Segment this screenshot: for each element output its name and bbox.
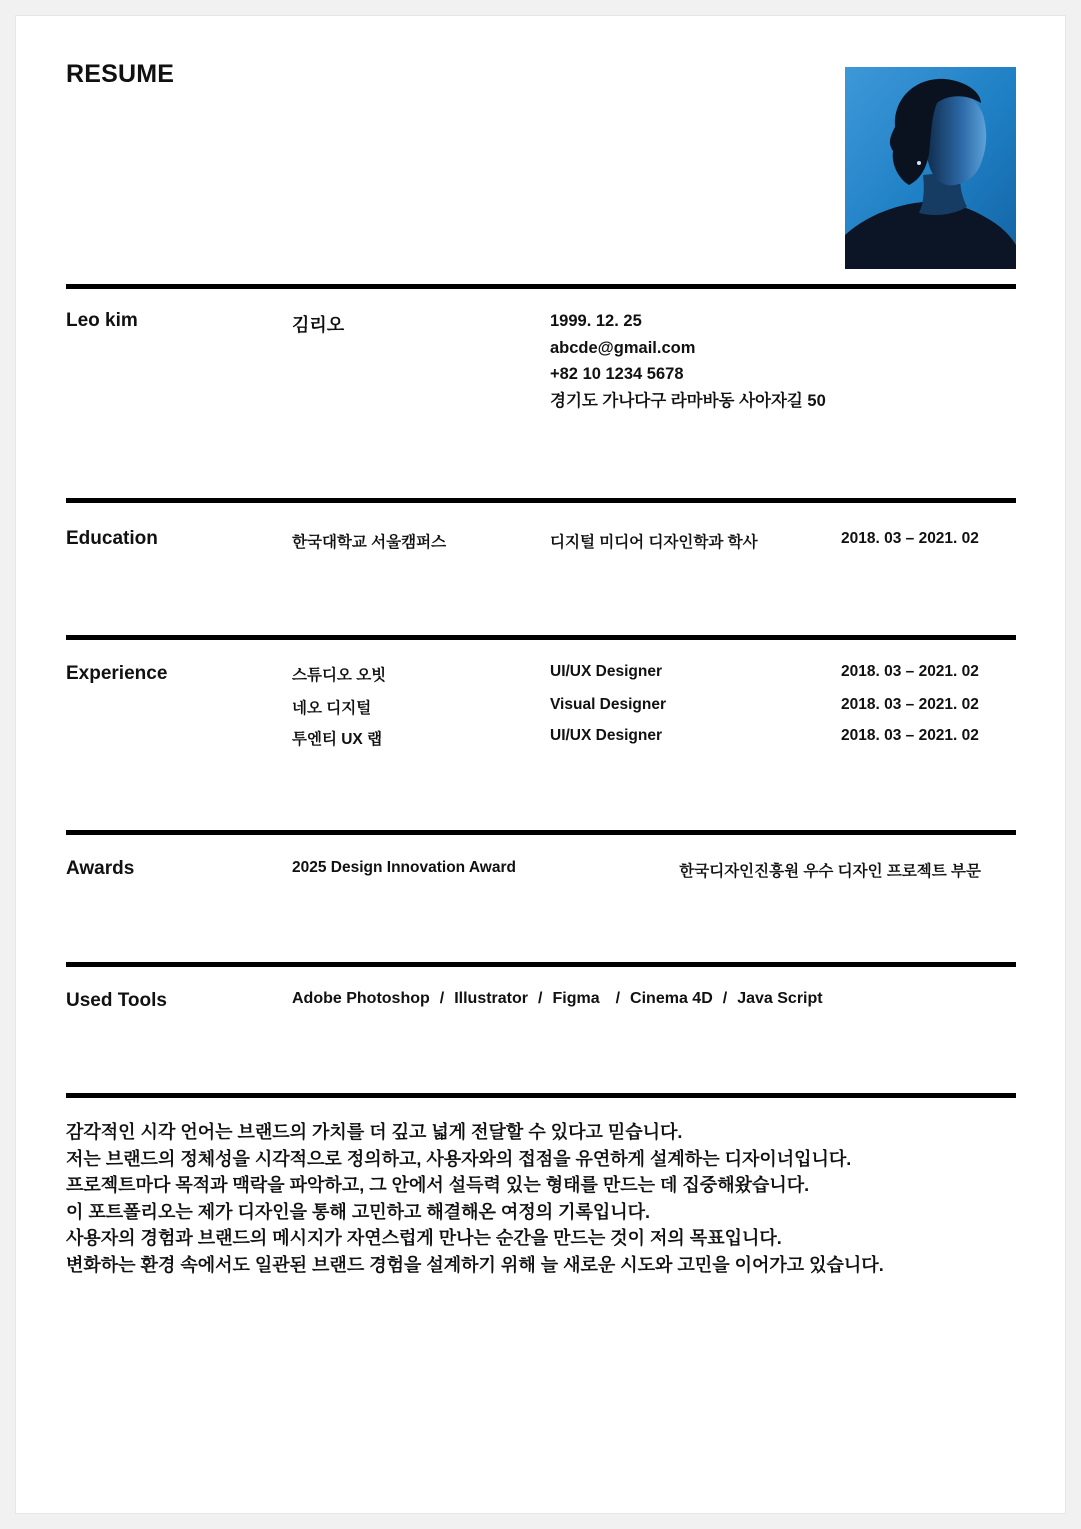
tool-item: Adobe Photoshop: [292, 990, 430, 1007]
experience-role: Visual Designer: [550, 696, 667, 713]
intro-line: 사용자의 경험과 브랜드의 메시지가 자연스럽게 만나는 순간을 만드는 것이 저의 목표입니다.: [66, 1228, 782, 1248]
experience-role: UI/UX Designer: [550, 727, 662, 744]
intro-line: 이 포트폴리오는 제가 디자인을 통해 고민하고 해결해온 여정의 기록입니다.: [66, 1201, 651, 1222]
divider-tools: [66, 962, 1016, 967]
divider-awards: [66, 830, 1016, 835]
experience-role: UI/UX Designer: [550, 663, 662, 680]
awards-label: Awards: [66, 858, 135, 879]
experience-period: 2018. 03 – 2021. 02: [841, 696, 979, 713]
education-label: Education: [66, 528, 158, 549]
tool-item: Figma: [552, 990, 600, 1007]
tool-separator: /: [722, 990, 728, 1007]
intro-line: 변화하는 환경 속에서도 일관된 브랜드 경험을 설계하기 위해 늘 새로운 시도와 고민을 이어가고 있습니다.: [66, 1254, 884, 1275]
tool-item: Illustrator: [454, 990, 529, 1007]
korean-name: 김리오: [292, 315, 345, 335]
divider-experience: [66, 635, 1016, 640]
resume-title: RESUME: [66, 60, 175, 88]
birthdate: 1999. 12. 25: [550, 312, 642, 330]
experience-company: 투엔티 UX 랩: [292, 731, 383, 748]
intro-line: 감각적인 시각 언어는 브랜드의 가치를 더 깊고 넓게 전달할 수 있다고 믿습니다.: [66, 1122, 683, 1142]
divider-intro: [66, 1093, 1016, 1098]
phone: +82 10 1234 5678: [550, 365, 684, 383]
experience-period: 2018. 03 – 2021. 02: [841, 727, 979, 744]
divider-profile: [66, 284, 1016, 289]
intro-paragraph: [66, 1119, 884, 1278]
tool-separator: /: [538, 990, 543, 1007]
experience-company: 네오 디지털: [292, 700, 372, 717]
education-school: 한국대학교 서울캠퍼스: [292, 534, 447, 551]
tool-separator: /: [615, 990, 621, 1007]
award-detail: 한국디자인진흥원 우수 디자인 프로젝트 부문: [679, 863, 981, 880]
resume-page: [15, 15, 1066, 1514]
experience-period: 2018. 03 – 2021. 02: [841, 663, 979, 680]
award-name: 2025 Design Innovation Award: [292, 859, 516, 876]
intro-line: 프로젝트마다 목적과 맥락을 파악하고, 그 안에서 설득력 있는 형태를 만드는 데 집중해왔습니다.: [66, 1175, 810, 1195]
tools-list: [292, 990, 823, 1008]
address: 경기도 가나다구 라마바동 사아자길 50: [550, 391, 826, 410]
divider-education: [66, 498, 1016, 503]
contact-info: [550, 308, 826, 414]
education-degree: 디지털 미디어 디자인학과 학사: [550, 534, 758, 551]
email: abcde@gmail.com: [550, 338, 696, 357]
intro-line: 저는 브랜드의 정체성을 시각적으로 정의하고, 사용자와의 접점을 유연하게 설계하는 디자이너입니다.: [66, 1148, 852, 1169]
tool-item: Cinema 4D: [630, 990, 713, 1007]
tools-label: Used Tools: [66, 990, 167, 1011]
experience-label: Experience: [66, 663, 168, 684]
tool-separator: /: [439, 990, 445, 1007]
experience-company: 스튜디오 오빗: [292, 667, 387, 684]
english-name: Leo kim: [66, 310, 138, 331]
profile-photo: [845, 67, 1016, 269]
education-period: 2018. 03 – 2021. 02: [841, 530, 979, 547]
tool-item: Java Script: [737, 990, 823, 1007]
